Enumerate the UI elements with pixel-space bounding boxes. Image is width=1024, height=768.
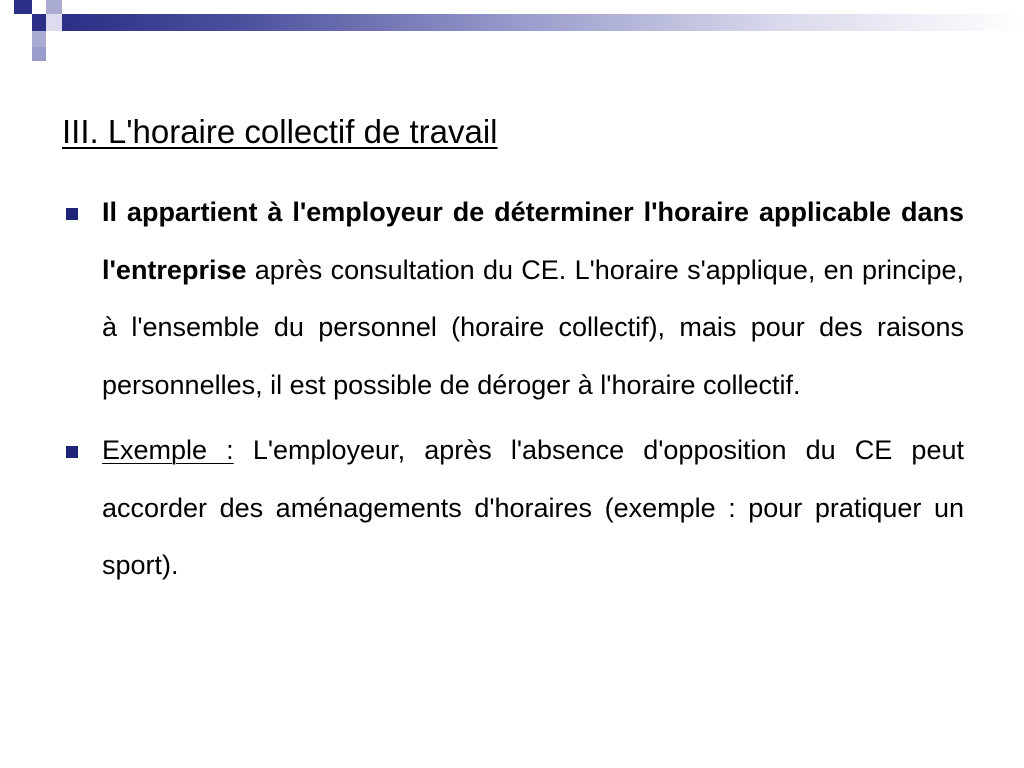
- bullet-text: L'employeur, après l'absence d'opposition du CE peut accorder des aménagements d'horaires (exemple : pour pratiquer un sport).: [102, 435, 964, 580]
- bullet-item: [0, 184, 964, 414]
- header-gradient-bar: [62, 14, 1024, 31]
- bullet-item: [0, 422, 964, 595]
- slide-title: III. L'horaire collectif de travail: [62, 113, 498, 150]
- decorative-square: [14, 0, 32, 14]
- decorative-square: [32, 14, 46, 31]
- decorative-square: [32, 31, 46, 47]
- square-bullet-icon: [66, 208, 78, 220]
- bullet-underlined-label: Exemple :: [102, 435, 234, 465]
- decorative-square: [32, 47, 46, 61]
- decorative-square: [14, 14, 32, 31]
- bullet-bold-text: Il appartient à l'employeur de déterminer l'horaire applicable dans l'entreprise: [102, 197, 964, 285]
- bullet-list: [0, 184, 1024, 603]
- header-decoration: [0, 0, 1024, 70]
- decorative-square: [46, 14, 62, 31]
- bullet-text: après consultation du CE. L'horaire s'applique, en principe, à l'ensemble du personnel (horaire collectif), mais pour des raisons personnelles, il est possible de déroger à l'horaire collectif.: [102, 254, 964, 400]
- decorative-square: [46, 0, 62, 14]
- square-bullet-icon: [66, 446, 78, 458]
